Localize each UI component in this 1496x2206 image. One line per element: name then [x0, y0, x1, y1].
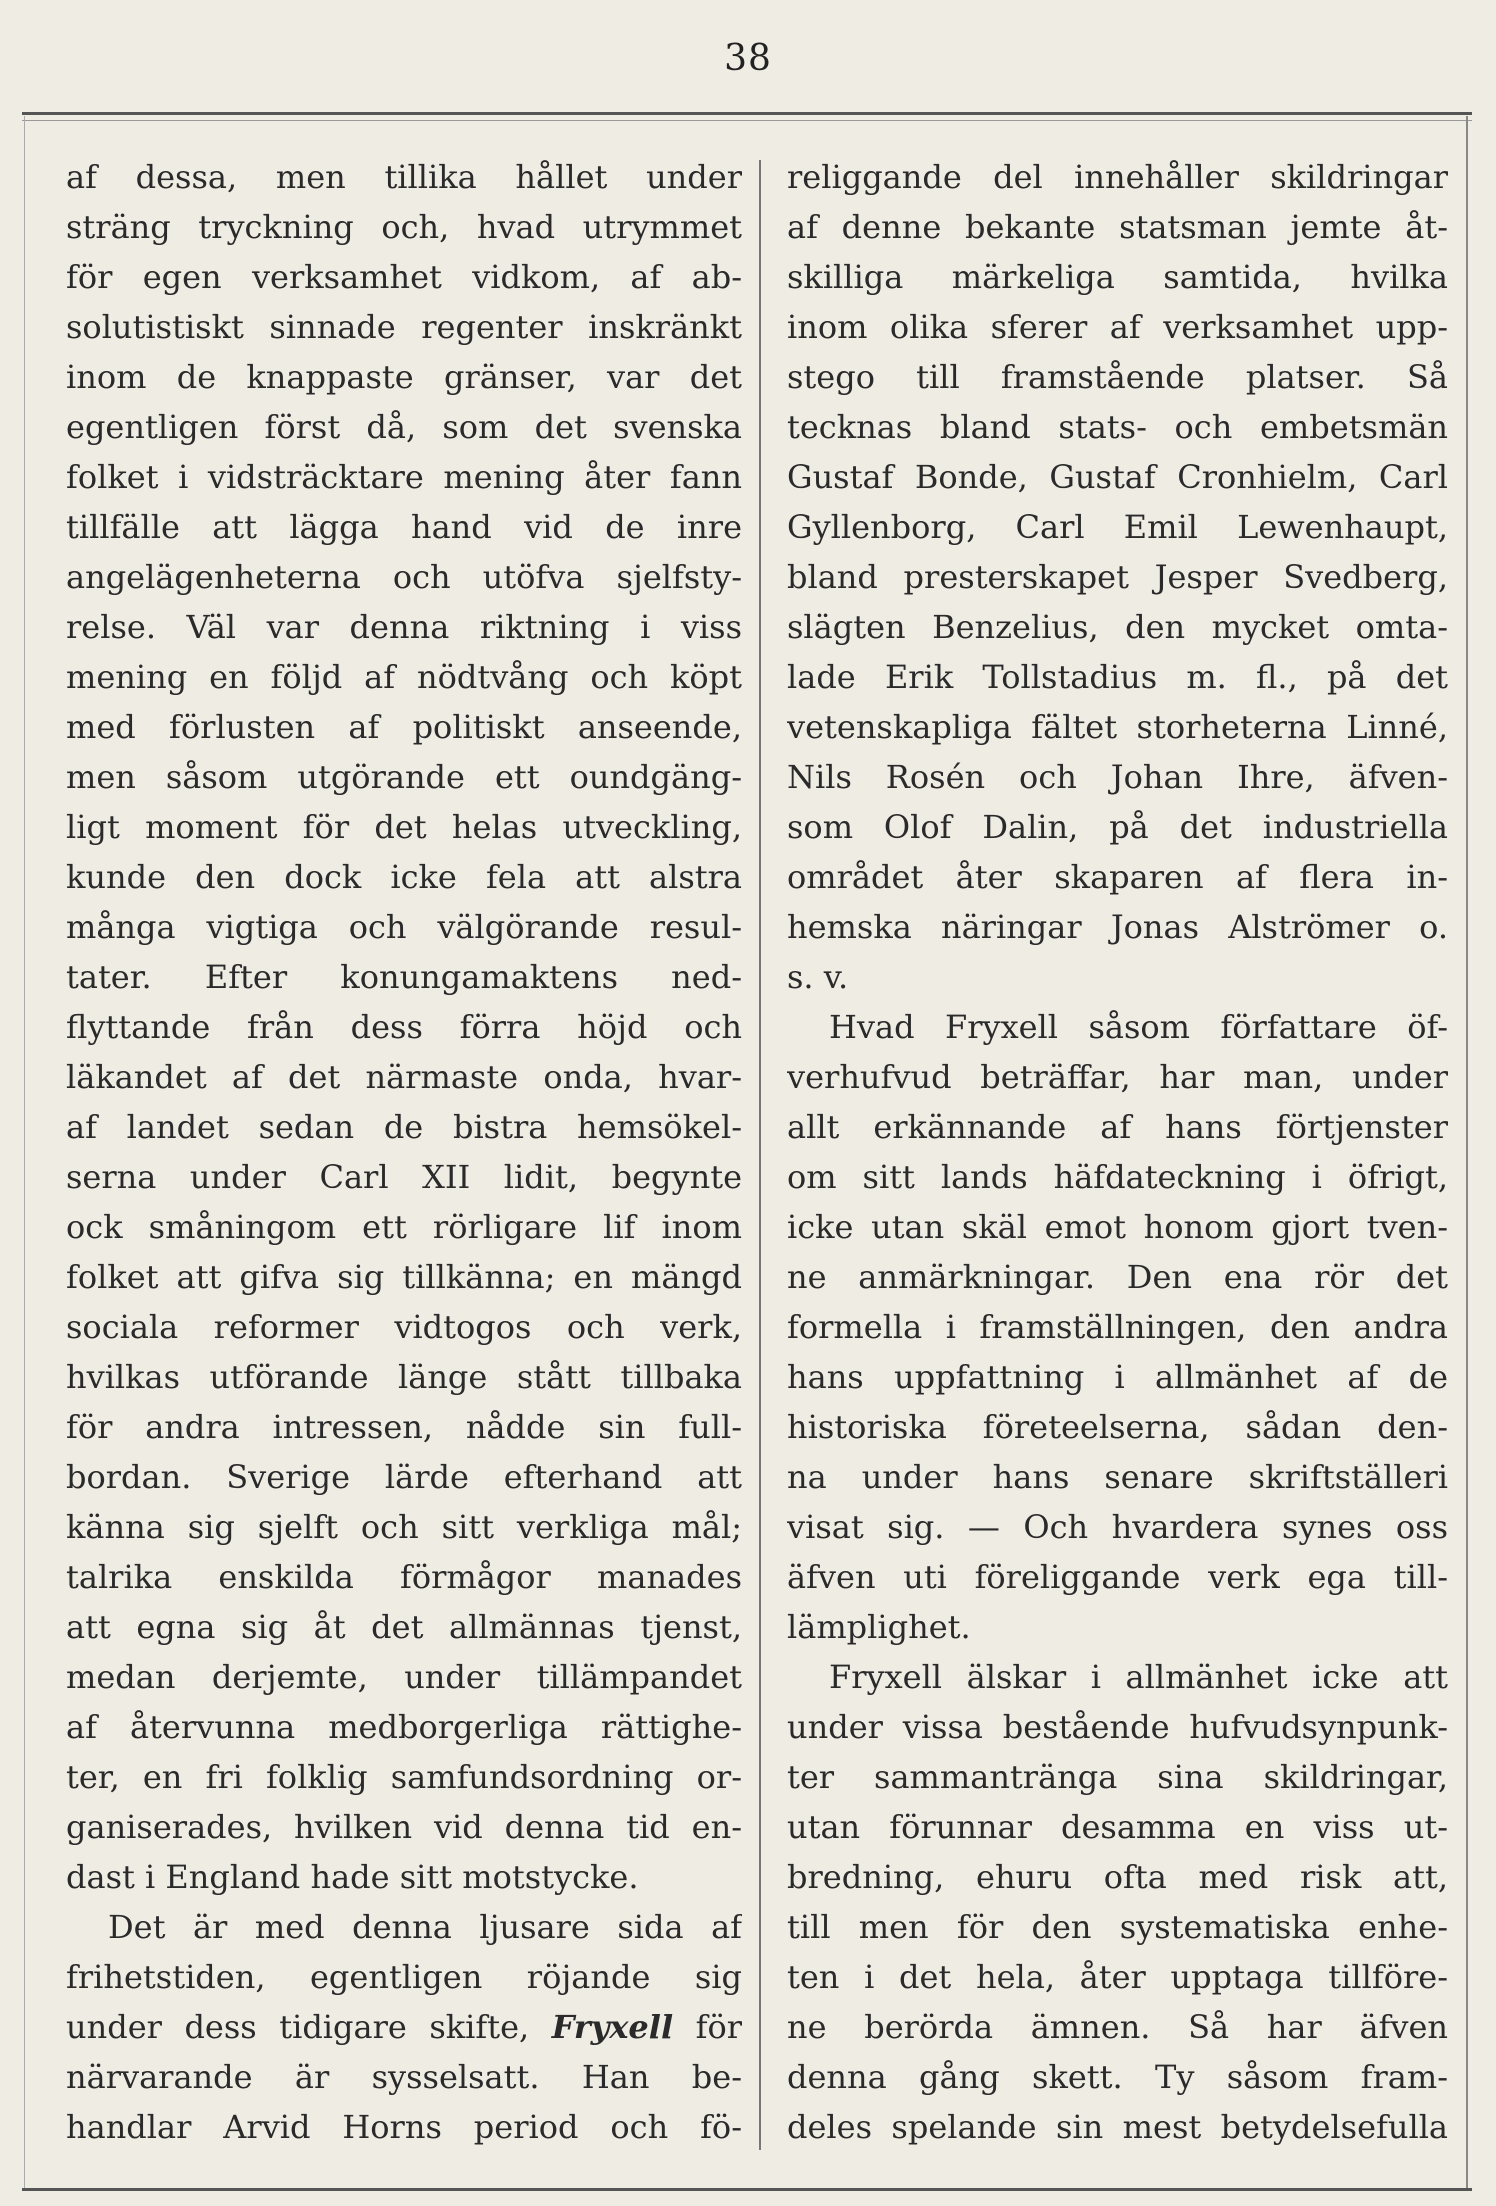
text-line: egentligen först då, som det svenska	[66, 408, 742, 446]
text-line: med förlusten af politiskt anseende,	[66, 708, 742, 746]
text-line: ter sammantränga sina skildringar,	[787, 1758, 1448, 1796]
text-fragment: för	[695, 2008, 742, 2046]
text-line: för andra intressen, nådde sin full-	[66, 1408, 742, 1446]
text-line: ganiserades, hvilken vid denna tid en-	[66, 1808, 742, 1846]
text-line: solutistiskt sinnade regenter inskränkt	[66, 308, 742, 346]
text-line: hvilkas utförande länge stått tillbaka	[66, 1358, 742, 1396]
paragraph-author-critique	[787, 1002, 1448, 1652]
text-line: Gyllenborg, Carl Emil Lewenhaupt,	[787, 508, 1448, 546]
left-border	[24, 116, 25, 2188]
column-divider	[759, 160, 761, 2150]
text-line: utan förunnar desamma en viss ut-	[787, 1808, 1448, 1846]
text-line: ne berörda ämnen. Så har äfven	[787, 2008, 1448, 2046]
text-line: af landet sedan de bistra hemsökel-	[66, 1108, 742, 1146]
top-rule-thin	[22, 120, 1472, 121]
text-line: angelägenheterna och utöfva sjelfsty-	[66, 558, 742, 596]
text-line: serna under Carl XII lidit, begynte	[66, 1158, 742, 1196]
text-line: Hvad Fryxell såsom författare öf-	[829, 1008, 1448, 1046]
top-rule	[22, 112, 1472, 115]
text-line: tater. Efter konungamaktens ned-	[66, 958, 742, 996]
text-line: flyttande från dess förra höjd och	[66, 1008, 742, 1046]
paragraph-2	[66, 1902, 742, 2152]
text-line: äfven uti föreliggande verk ega till-	[787, 1558, 1448, 1596]
text-line: lade Erik Tollstadius m. fl., på det	[787, 658, 1448, 696]
text-line: allt erkännande af hans förtjenster	[787, 1108, 1448, 1146]
text-line: slägten Benzelius, den mycket omta-	[787, 608, 1448, 646]
text-line: s. v.	[787, 958, 849, 996]
text-line: religgande del innehåller skildringar	[787, 158, 1448, 196]
paragraph-style	[787, 1652, 1448, 2152]
text-line: Fryxell älskar i allmänhet icke att	[829, 1658, 1448, 1696]
text-line: bland presterskapet Jesper Svedberg,	[787, 558, 1448, 596]
text-line: frihetstiden, egentligen röjande sig	[66, 1958, 742, 1996]
text-line: Gustaf Bonde, Gustaf Cronhielm, Carl	[787, 458, 1448, 496]
text-line: na under hans senare skriftställeri	[787, 1458, 1448, 1496]
text-line: till men för den systematiska enhe-	[787, 1908, 1448, 1946]
text-line: hans uppfattning i allmänhet af de	[787, 1358, 1448, 1396]
text-line-with-name	[66, 2002, 742, 2052]
text-line: skilliga märkeliga samtida, hvilka	[787, 258, 1448, 296]
text-line: sträng tryckning och, hvad utrymmet	[66, 208, 742, 246]
text-line: för egen verksamhet vidkom, af ab-	[66, 258, 742, 296]
text-line: formella i framställningen, den andra	[787, 1308, 1448, 1346]
text-line: tecknas bland stats- och embetsmän	[787, 408, 1448, 446]
text-line: historiska företeelserna, sådan den-	[787, 1408, 1448, 1446]
text-line: området åter skaparen af flera in-	[787, 858, 1448, 896]
text-line: närvarande är sysselsatt. Han be-	[66, 2058, 742, 2096]
text-line: relse. Väl var denna riktning i viss	[66, 608, 742, 646]
text-line: ligt moment för det helas utveckling,	[66, 808, 742, 846]
page-number: 38	[724, 38, 772, 79]
text-line: handlar Arvid Horns period och fö-	[66, 2108, 742, 2146]
text-line: vetenskapliga fältet storheterna Linné,	[787, 708, 1448, 746]
text-line: Det är med denna ljusare sida af	[108, 1908, 742, 1946]
text-line: ne anmärkningar. Den ena rör det	[787, 1258, 1448, 1296]
text-line: lämplighet.	[787, 1608, 971, 1646]
text-line: af dessa, men tillika hållet under	[66, 158, 742, 196]
text-line: medan derjemte, under tillämpandet	[66, 1658, 742, 1696]
text-line: kunde den dock icke fela att alstra	[66, 858, 742, 896]
text-line: inom olika sferer af verksamhet upp-	[787, 308, 1448, 346]
paragraph-continued	[787, 152, 1448, 1002]
text-line: ten i det hela, åter upptaga tillföre-	[787, 1958, 1448, 1996]
text-line: känna sig sjelft och sitt verkliga mål;	[66, 1508, 742, 1546]
text-line: af återvunna medborgerliga rättighe-	[66, 1708, 742, 1746]
text-line: deles spelande sin mest betydelsefulla	[787, 2108, 1448, 2146]
text-line: som Olof Dalin, på det industriella	[787, 808, 1448, 846]
text-line: hemska näringar Jonas Alströmer o.	[787, 908, 1448, 946]
left-column	[66, 152, 742, 2152]
text-line: bordan. Sverige lärde efterhand att	[66, 1458, 742, 1496]
text-line: folket att gifva sig tillkänna; en mängd	[66, 1258, 742, 1296]
text-line: inom de knappaste gränser, var det	[66, 358, 742, 396]
text-line: mening en följd af nödtvång och köpt	[66, 658, 742, 696]
bottom-rule	[22, 2188, 1472, 2191]
text-line: om sitt lands häfdateckning i öfrigt,	[787, 1158, 1448, 1196]
text-line: läkandet af det närmaste onda, hvar-	[66, 1058, 742, 1096]
text-line: under vissa bestående hufvudsynpunk-	[787, 1708, 1448, 1746]
text-line: dast i England hade sitt motstycke.	[66, 1858, 639, 1896]
text-line: ter, en fri folklig samfundsordning or-	[66, 1758, 742, 1796]
text-line: stego till framstående platser. Så	[787, 358, 1448, 396]
text-line: folket i vidsträcktare mening åter fann	[66, 458, 742, 496]
right-border	[1466, 116, 1468, 2188]
text-line: att egna sig åt det allmännas tjenst,	[66, 1608, 742, 1646]
text-line: denna gång skett. Ty såsom fram-	[787, 2058, 1448, 2096]
text-line: sociala reformer vidtogos och verk,	[66, 1308, 742, 1346]
text-line: många vigtiga och välgörande resul-	[66, 908, 742, 946]
right-column	[787, 152, 1448, 2152]
text-line: visat sig. — Och hvardera synes oss	[787, 1508, 1448, 1546]
text-line: Nils Rosén och Johan Ihre, äfven-	[787, 758, 1448, 796]
text-line: verhufvud beträffar, har man, under	[787, 1058, 1448, 1096]
text-line: talrika enskilda förmågor manades	[66, 1558, 742, 1596]
author-name-italic: Fryxell	[551, 2008, 674, 2046]
text-line: ock småningom ett rörligare lif inom	[66, 1208, 742, 1246]
text-line: tillfälle att lägga hand vid de inre	[66, 508, 742, 546]
paragraph-1	[66, 152, 742, 1902]
text-line: af denne bekante statsman jemte åt-	[787, 208, 1448, 246]
text-line: men såsom utgörande ett oundgäng-	[66, 758, 742, 796]
text-line: bredning, ehuru ofta med risk att,	[787, 1858, 1448, 1896]
text-line: icke utan skäl emot honom gjort tven-	[787, 1208, 1448, 1246]
text-fragment: under dess tidigare skifte,	[66, 2008, 530, 2046]
